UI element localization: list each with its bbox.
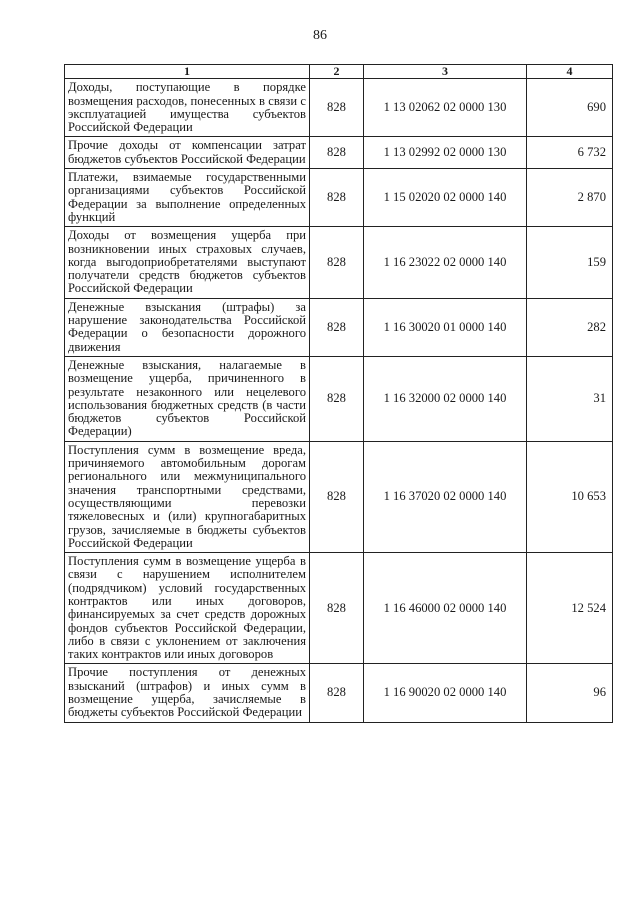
table-row <box>65 227 613 298</box>
amount-cell: 12 524 <box>527 553 613 664</box>
page-number: 86 <box>313 28 327 43</box>
admin-code-cell: 828 <box>310 137 364 169</box>
budget-code-cell: 1 16 23022 02 0000 140 <box>364 227 527 298</box>
table-row <box>65 356 613 441</box>
revenue-name-cell: Доходы, поступающие в порядке возмещения расходов, понесенных в связи с эксплуатацией имущества субъектов Российской Федерации <box>65 79 310 137</box>
revenue-name-cell: Платежи, взимаемые государственными организациями субъектов Российской Федерации за выполнение определенных функций <box>65 169 310 227</box>
revenue-name-cell: Прочие поступления от денежных взысканий (штрафов) и иных сумм в возмещение ущерба, зачисляемые в бюджеты субъектов Российской Федерации <box>65 664 310 722</box>
admin-code-cell: 828 <box>310 356 364 441</box>
amount-cell: 10 653 <box>527 441 613 552</box>
admin-code-cell: 828 <box>310 169 364 227</box>
revenue-name-cell: Поступления сумм в возмещение вреда, причиняемого автомобильным дорогам регионального или межмуниципального значения транспортными средствами, осуществляющими перевозки тяжеловесных и (или) крупногабаритных грузов, зачисляемые в бюджеты субъектов Российской Федерации <box>65 441 310 552</box>
budget-code-cell: 1 16 37020 02 0000 140 <box>364 441 527 552</box>
admin-code-cell: 828 <box>310 441 364 552</box>
table-row <box>65 169 613 227</box>
admin-code-cell: 828 <box>310 227 364 298</box>
column-header-3: 3 <box>364 65 527 79</box>
table-row <box>65 298 613 356</box>
revenue-name-cell: Прочие доходы от компенсации затрат бюджетов субъектов Российской Федерации <box>65 137 310 169</box>
revenue-name-cell: Поступления сумм в возмещение ущерба в связи с нарушением исполнителем (подрядчиком) условий государственных контрактов или иных договоров, финансируемых за счет средств дорожных фондов субъектов Российской Федерации, либо в связи с уклонением от заключения таких контрактов или иных договоров <box>65 553 310 664</box>
column-header-2: 2 <box>310 65 364 79</box>
budget-code-cell: 1 16 90020 02 0000 140 <box>364 664 527 722</box>
amount-cell: 96 <box>527 664 613 722</box>
table-header-row <box>65 65 613 79</box>
admin-code-cell: 828 <box>310 79 364 137</box>
revenue-name-cell: Денежные взыскания (штрафы) за нарушение законодательства Российской Федерации о безопасности дорожного движения <box>65 298 310 356</box>
budget-code-cell: 1 13 02062 02 0000 130 <box>364 79 527 137</box>
table-row <box>65 137 613 169</box>
column-header-4: 4 <box>527 65 613 79</box>
column-header-1: 1 <box>65 65 310 79</box>
table-row <box>65 553 613 664</box>
budget-code-cell: 1 16 32000 02 0000 140 <box>364 356 527 441</box>
revenue-name-cell: Доходы от возмещения ущерба при возникновении иных страховых случаев, когда выгодоприобретателями выступают получатели средств бюджетов субъектов Российской Федерации <box>65 227 310 298</box>
amount-cell: 6 732 <box>527 137 613 169</box>
budget-code-cell: 1 16 30020 01 0000 140 <box>364 298 527 356</box>
admin-code-cell: 828 <box>310 553 364 664</box>
budget-code-cell: 1 16 46000 02 0000 140 <box>364 553 527 664</box>
table-row <box>65 664 613 722</box>
table-row <box>65 441 613 552</box>
admin-code-cell: 828 <box>310 664 364 722</box>
revenue-name-cell: Денежные взыскания, налагаемые в возмещение ущерба, причиненного в результате незаконного или нецелевого использования бюджетных средств (в части бюджетов субъектов Российской Федерации) <box>65 356 310 441</box>
amount-cell: 2 870 <box>527 169 613 227</box>
admin-code-cell: 828 <box>310 298 364 356</box>
revenue-table <box>64 64 613 723</box>
amount-cell: 159 <box>527 227 613 298</box>
amount-cell: 31 <box>527 356 613 441</box>
table-row <box>65 79 613 137</box>
amount-cell: 690 <box>527 79 613 137</box>
amount-cell: 282 <box>527 298 613 356</box>
budget-code-cell: 1 15 02020 02 0000 140 <box>364 169 527 227</box>
budget-code-cell: 1 13 02992 02 0000 130 <box>364 137 527 169</box>
